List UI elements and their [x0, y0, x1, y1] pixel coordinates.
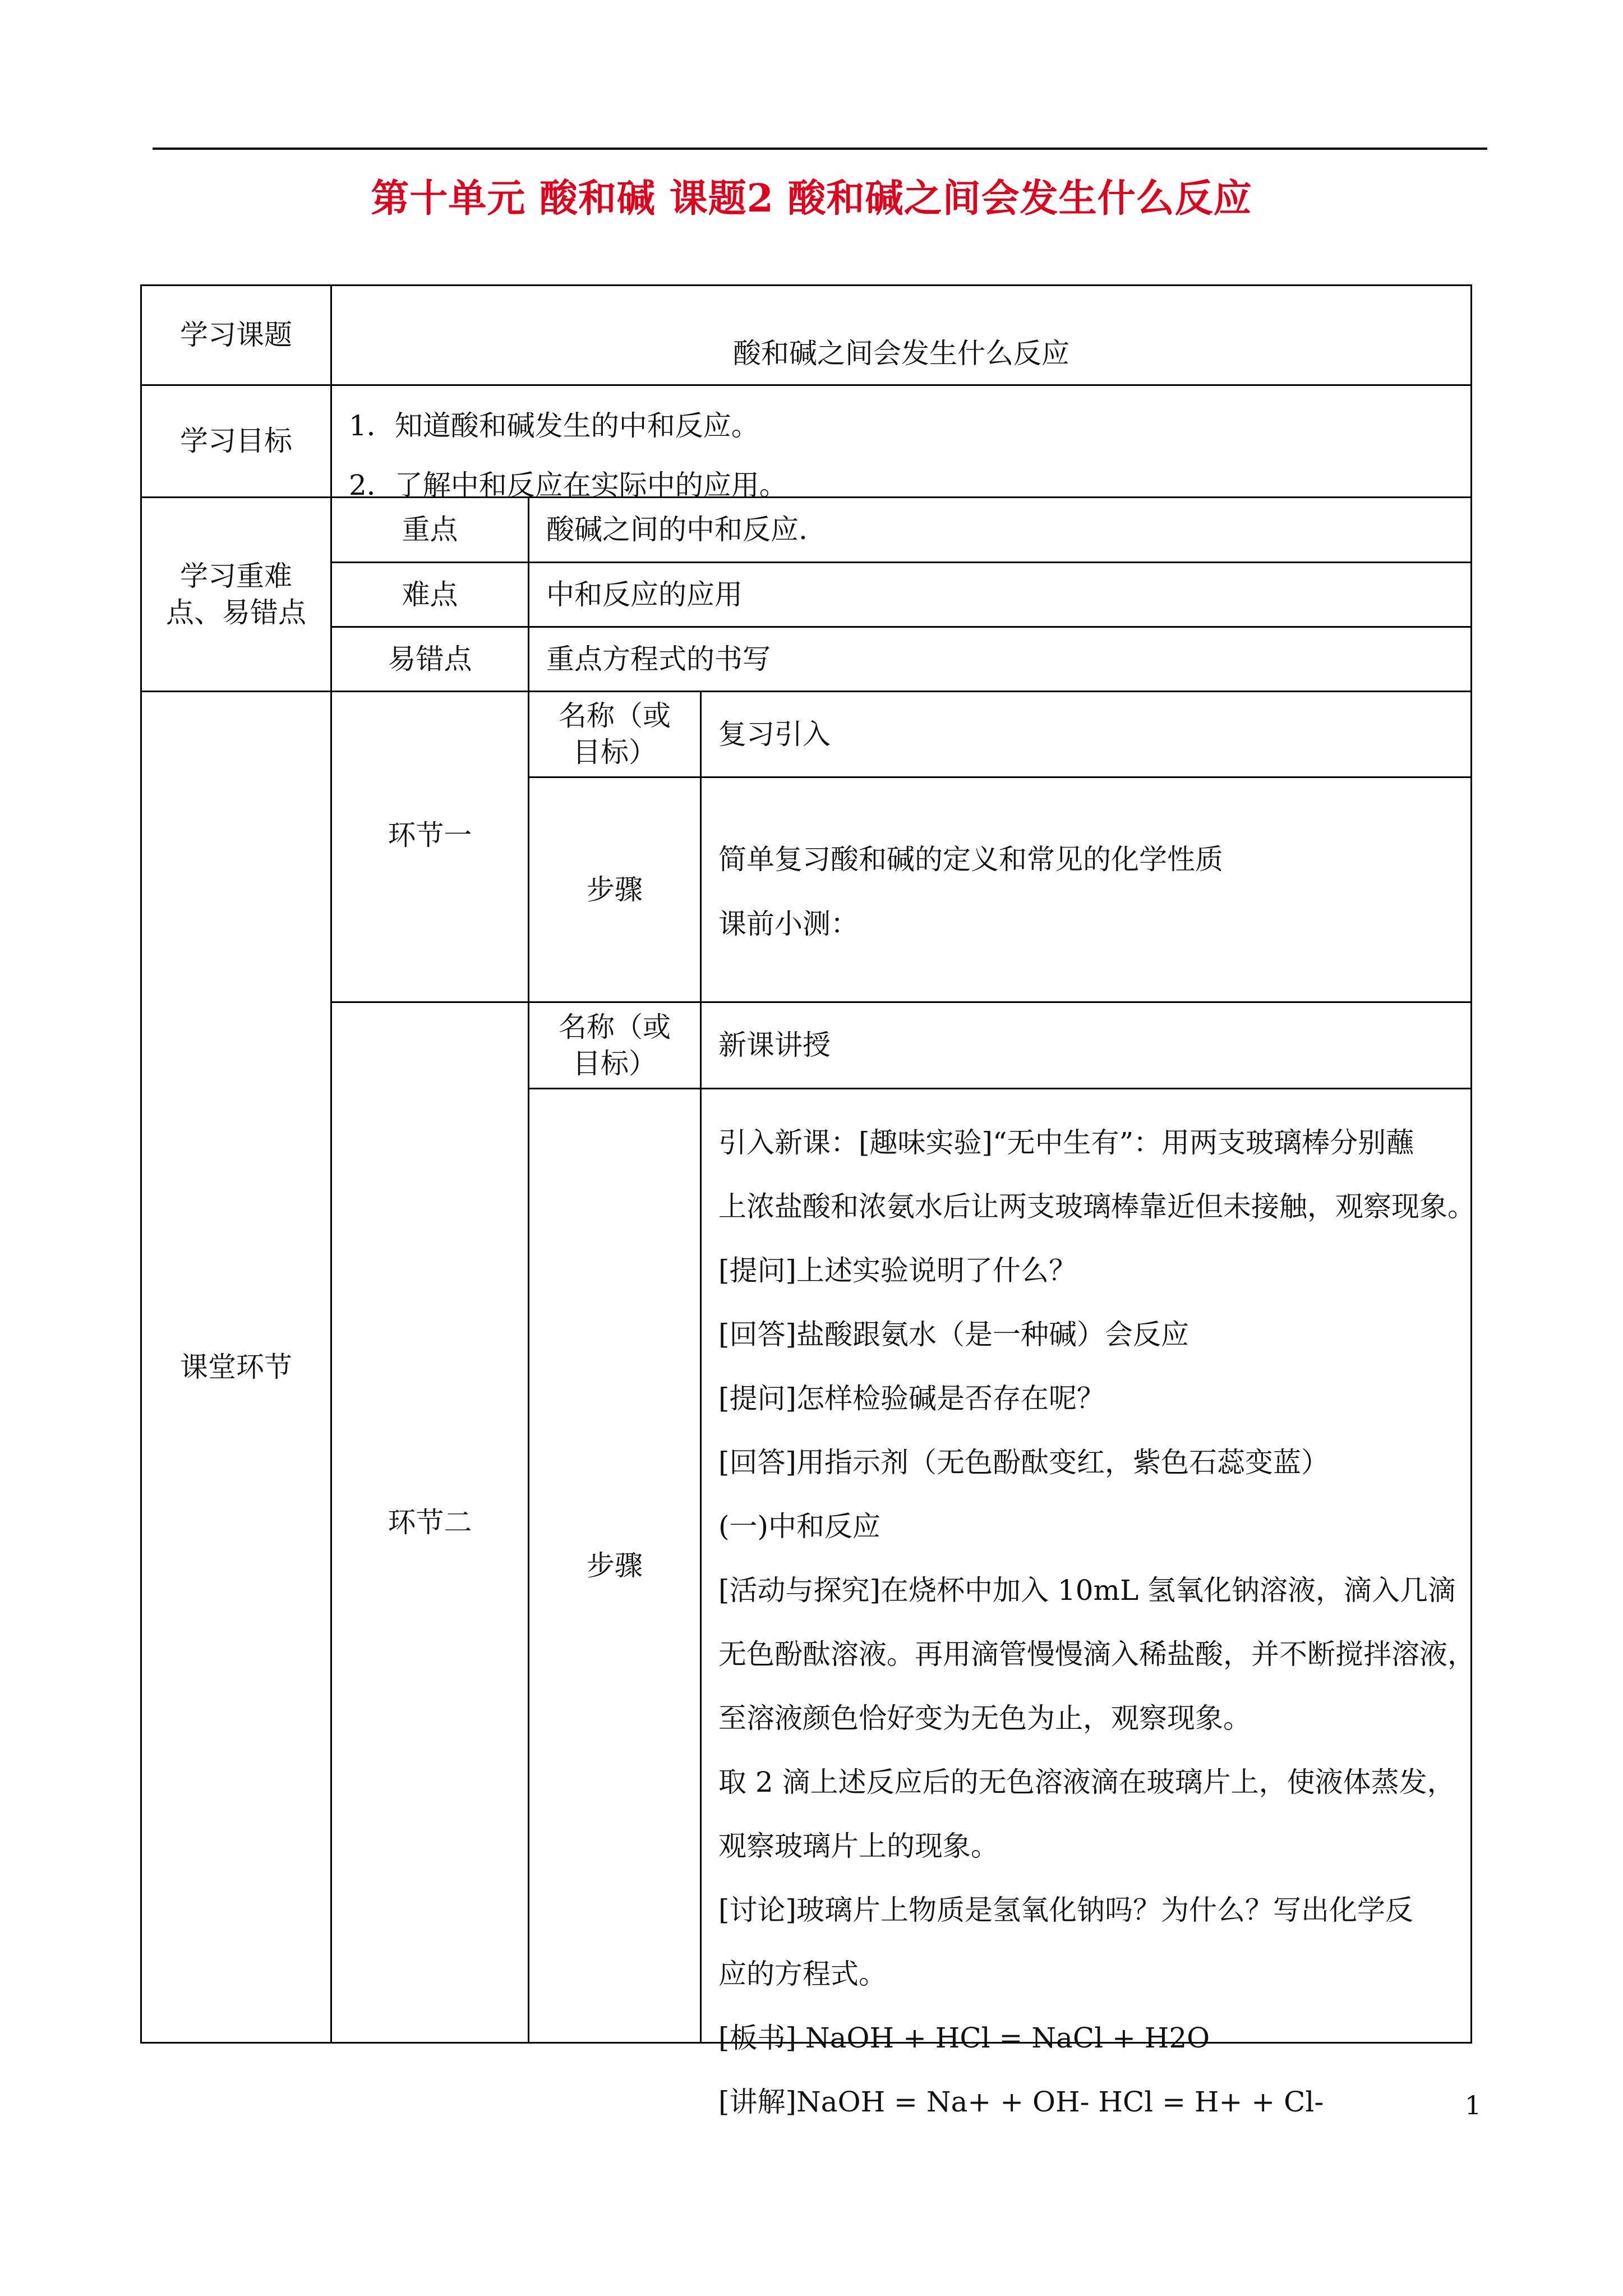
step-line: 应的方程式。 [718, 1958, 887, 1990]
step-line: 无色酚酞溶液。再用滴管慢慢滴入稀盐酸，并不断搅拌溶液， [718, 1638, 1476, 1671]
section1-label: 环节一 [332, 692, 529, 1003]
difficulty-label-text: 学习重难点、易错点 [166, 559, 306, 629]
section2-name-value: 新课讲授 [702, 1003, 1472, 1089]
section1-name-value: 复习引入 [702, 692, 1472, 778]
step-line: [活动与探究]在烧杯中加入 10mL 氢氧化钠溶液，滴入几滴 [718, 1574, 1456, 1607]
topic-label: 学习课题 [142, 286, 332, 386]
step-line: 观察玻璃片上的现象。 [718, 1830, 999, 1862]
objectives-cell [332, 386, 1472, 501]
objectives-label: 学习目标 [142, 386, 332, 498]
step-line: [板书] NaOH + HCl = NaCl + H2O [718, 2022, 1210, 2054]
section2-name-label: 名称（或目标） [529, 1003, 702, 1089]
topic-value-cell [332, 286, 1472, 386]
section2-label: 环节二 [332, 1003, 529, 2044]
step-line: 简单复习酸和碱的定义和常见的化学性质 [718, 843, 1223, 876]
objective-item: 2．了解中和反应在实际中的应用。 [349, 469, 787, 501]
lesson-table [140, 284, 1476, 2118]
error-value: 重点方程式的书写 [529, 628, 1472, 692]
hard-value: 中和反应的应用 [529, 563, 1472, 628]
step-line: 至溶液颜色恰好变为无色为止，观察现象。 [718, 1702, 1251, 1734]
step-line: [讲解]NaOH = Na+ + OH- HCl = H+ + Cl- [718, 2086, 1324, 2118]
step-line: [回答]盐酸跟氨水（是一种碱）会反应 [718, 1318, 1189, 1351]
section2-steps-cell [702, 1089, 1476, 2118]
section1-steps-label: 步骤 [529, 778, 702, 1003]
hard-label: 难点 [332, 563, 529, 628]
step-line: (一)中和反应 [718, 1510, 881, 1543]
step-line: 引入新课：[趣味实验]“无中生有”：用两支玻璃棒分别蘸 [718, 1126, 1414, 1159]
objective-item: 1．知道酸和碱发生的中和反应。 [349, 409, 759, 442]
step-line: [提问]上述实验说明了什么？ [718, 1254, 1077, 1287]
step-line: [讨论]玻璃片上物质是氢氧化钠吗？为什么？写出化学反 [718, 1894, 1414, 1926]
section2-steps-label: 步骤 [529, 1089, 702, 2044]
class-label: 课堂环节 [142, 692, 332, 2044]
difficulty-label [142, 498, 332, 692]
step-line: 课前小测： [718, 908, 859, 940]
key-value: 酸碱之间的中和反应. [529, 498, 1472, 563]
header-rule [153, 148, 1487, 150]
step-line: [回答]用指示剂（无色酚酞变红，紫色石蕊变蓝） [718, 1446, 1330, 1479]
error-label: 易错点 [332, 628, 529, 692]
page-number: 1 [1465, 2090, 1482, 2120]
step-line: 取 2 滴上述反应后的无色溶液滴在玻璃片上，使液体蒸发， [718, 1766, 1455, 1798]
page-title: 第十单元 酸和碱 课题2 酸和碱之间会发生什么反应 [371, 176, 1252, 221]
topic-value: 酸和碱之间会发生什么反应 [733, 337, 1069, 370]
section1-name-label: 名称（或目标） [529, 692, 702, 778]
section1-steps-cell [702, 778, 1472, 1003]
step-line: 上浓盐酸和浓氨水后让两支玻璃棒靠近但未接触，观察现象。 [718, 1190, 1476, 1223]
key-label: 重点 [332, 498, 529, 563]
step-line: [提问]怎样检验碱是否存在呢？ [718, 1382, 1105, 1415]
